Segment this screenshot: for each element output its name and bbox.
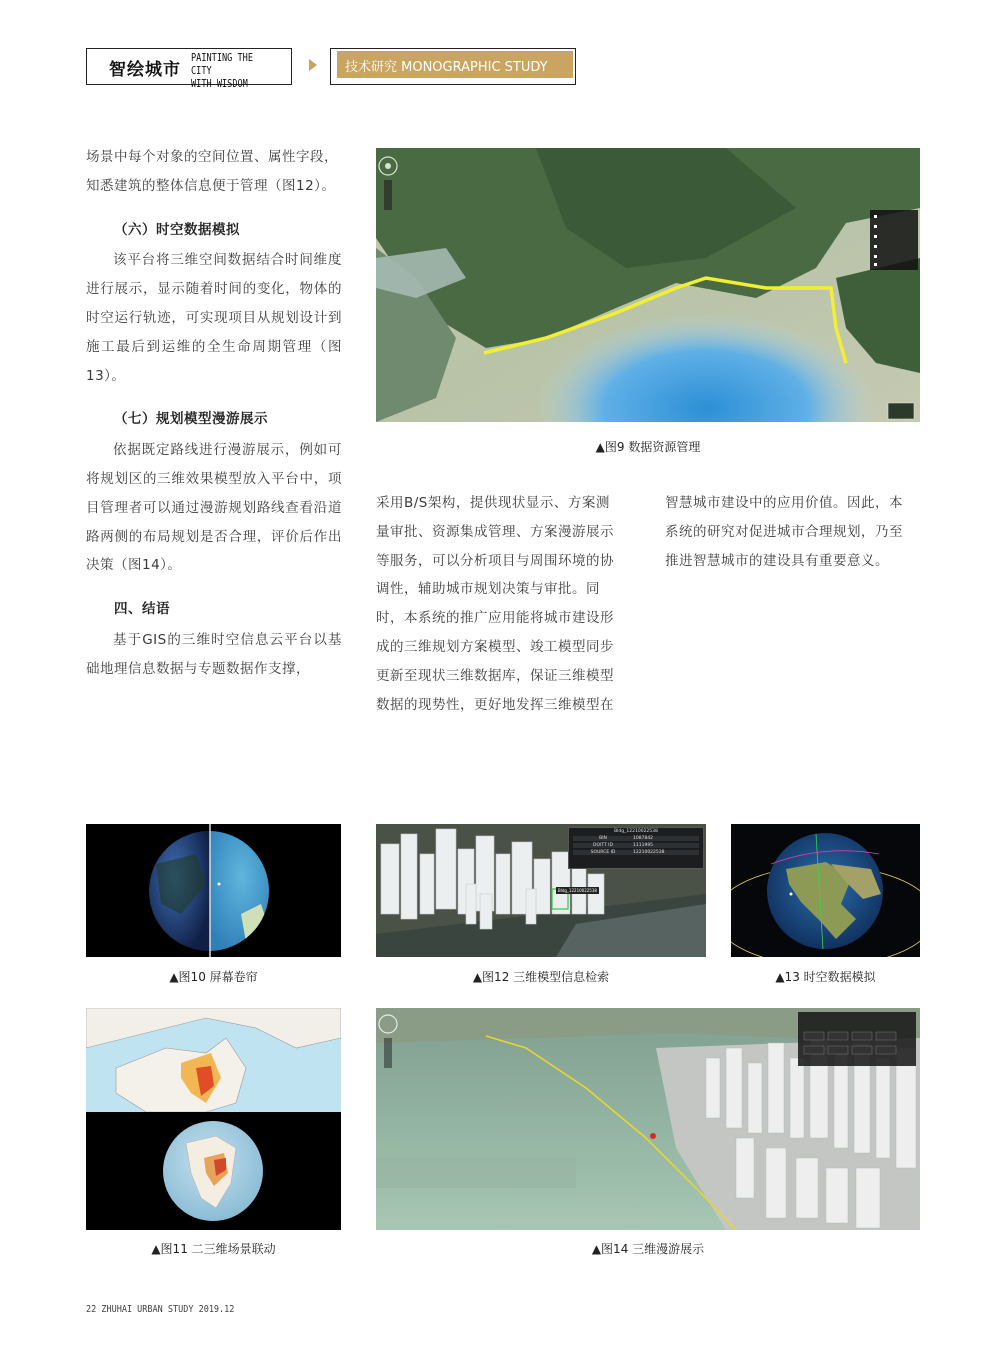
globe-swipe-image [86, 824, 341, 957]
text-line: 量审批、资源集成管理、方案漫游展示 [376, 523, 614, 540]
africa-map-image [86, 1008, 341, 1230]
popup-row [573, 843, 699, 848]
building-label: Bldg_12210022538 [558, 888, 597, 893]
paragraph-conclusion: 基于GIS的三维时空信息云平台以基础地理信息数据与专题数据作支撑， [86, 631, 342, 677]
column-3 [665, 489, 923, 575]
heading-section-6: （六）时空数据模拟 [114, 221, 240, 238]
heading-section-7: （七）规划模型漫游展示 [114, 411, 268, 428]
text-line: 智慧城市建设中的应用价值。因此，本 [665, 495, 903, 511]
figure-10-caption: ▲图10 屏幕卷帘 [169, 970, 258, 984]
popup-key: SOURCE ID [590, 850, 616, 855]
text-line: 系统的研究对促进城市合理规划，乃至 [665, 523, 903, 540]
figure-12-caption: ▲图12 三维模型信息检索 [472, 970, 610, 984]
popup-row [573, 850, 699, 855]
brand-box [86, 48, 292, 90]
globe-orbit-image [731, 824, 920, 957]
popup-value: 12210022538 [633, 850, 665, 855]
figure-12-3d-query [376, 824, 706, 957]
brand-en-line2: WITH WISDOM [191, 77, 248, 90]
triangle-arrow-icon [309, 59, 317, 71]
intro-line: 知悉建筑的整体信息便于管理（图12）。 [86, 177, 336, 194]
text-line: 采用B/S架构，提供现状显示、方案测 [376, 495, 610, 511]
figure-9-caption: ▲图9 数据资源管理 [595, 440, 701, 454]
text-line: 更新至现状三维数据库，保证三维模型 [376, 667, 614, 684]
intro-text [86, 143, 342, 201]
brand-title-en [191, 51, 269, 90]
heading-conclusion: 四、结语 [114, 601, 170, 618]
brand-title-cn: 智绘城市 [109, 60, 181, 80]
paragraph-section-6: 该平台将三维空间数据结合时间维度进行展示，显示随着时间的变化，物体的时空运行轨迹，可实现项目从规划设计到施工最后到运维的全生命周期管理（图13）。 [86, 252, 342, 384]
satellite-map-image [376, 148, 920, 422]
text-line: 时，本系统的推广应用能将城市建设形 [376, 610, 614, 627]
figure-13-caption: ▲13 时空数据模拟 [775, 970, 876, 984]
page-footer: 22 ZHUHAI URBAN STUDY 2019.12 [86, 1304, 235, 1315]
popup-key: BIN [599, 836, 607, 841]
column-2 [376, 489, 634, 719]
brand-en-line1: PAINTING THE CITY [191, 51, 253, 77]
text-line: 数据的现势性，更好地发挥三维模型在 [376, 696, 614, 713]
popup-key: DOITT ID [593, 843, 613, 848]
popup-value: 1111995 [633, 843, 654, 848]
paragraph-section-7: 依据既定路线进行漫游展示，例如可将规划区的三维效果模型放入平台中，项目管理者可以通过漫游规划路线查看沿道路两侧的布局规划是否合理，评价后作出决策（图14）。 [86, 442, 342, 574]
figure-10-swipe [86, 824, 341, 957]
popup-title: Bldg_12210022538 [614, 829, 658, 834]
popup-value: 1087842 [633, 836, 654, 841]
popup-row [573, 836, 699, 841]
figure-13-spacetime [731, 824, 920, 957]
text-line: 成的三维规划方案模型、竣工模型同步 [376, 638, 614, 655]
section-label: 技术研究 MONOGRAPHIC STUDY [345, 60, 548, 75]
intro-line: 场景中每个对象的空间位置、属性字段， [86, 149, 338, 165]
city-flythrough-image [376, 1008, 920, 1230]
figure-11-caption: ▲图11 二三维场景联动 [151, 1242, 276, 1256]
figure-11-2d3d-linkage [86, 1008, 341, 1230]
figure-14-caption: ▲图14 三维漫游展示 [591, 1242, 705, 1256]
building-info-popup [568, 827, 704, 869]
text-line: 调性，辅助城市规划决策与审批。同 [376, 581, 600, 598]
figure-9-map [376, 148, 920, 422]
figure-14-3d-flythrough [376, 1008, 920, 1230]
text-line: 等服务，可以分析项目与周围环境的协 [376, 552, 614, 569]
text-line: 推进智慧城市的建设具有重要意义。 [665, 552, 889, 569]
column-1 [86, 143, 342, 684]
section-box [330, 48, 576, 85]
